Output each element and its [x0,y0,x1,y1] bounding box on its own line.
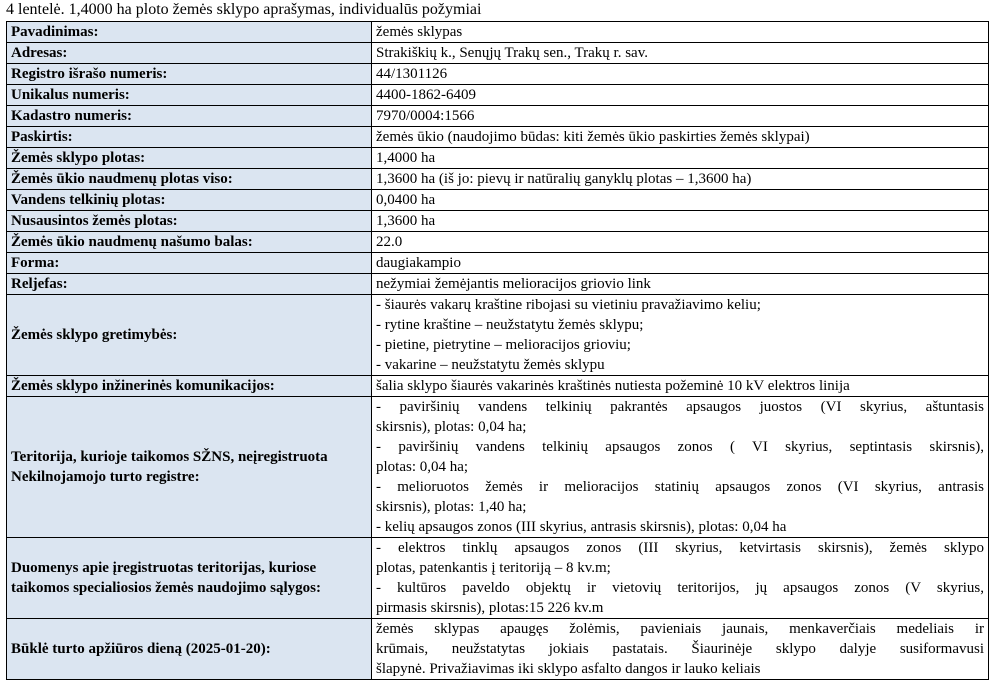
value-line: - kultūros paveldo objektų ir vietovių teritorijos, jų apsaugos zonos (V skyrius, [376,580,984,596]
value-line: - melioruotos žemės ir melioracijos statinių apsaugos zonos (VI skyrius, antrasis [376,479,984,495]
row-value [372,253,989,274]
value-line: - šiaurės vakarų kraštine ribojasi su vietiniu pravažiavimo keliu; [376,297,761,313]
row-label: Teritorija, kurioje taikomos SŽNS, neįregistruota Nekilnojamojo turto registre: [7,397,372,538]
table-row [7,376,989,397]
land-plot-description-table [6,21,989,680]
row-value [372,397,989,538]
value-line: žemės sklypas [376,24,463,40]
value-line: 1,4000 ha [376,150,436,166]
row-value [372,538,989,619]
table-row [7,190,989,211]
value-line: - rytine kraštine – neužstatytu žemės sklypu; [376,317,644,333]
row-label: Nusausintos žemės plotas: [7,211,372,232]
table-row [7,169,989,190]
value-line: - kelių apsaugos zonos (III skyrius, antrasis skirsnis), plotas: 0,04 ha [376,519,787,535]
table-row [7,274,989,295]
row-label: Žemės sklypo gretimybės: [7,295,372,376]
value-line: 22.0 [376,234,403,250]
value-line: žemės sklypas apaugęs žolėmis, pavieniais jaunais, menkaverčiais medeliais ir [376,621,984,637]
value-line: Strakiškių k., Senųjų Trakų sen., Trakų r. sav. [376,45,648,61]
table-row [7,253,989,274]
value-line: - vakarine – neužstatytu žemės sklypu [376,357,605,373]
value-line: 1,3600 ha [376,213,436,229]
table-row [7,85,989,106]
table-row [7,43,989,64]
row-value [372,22,989,43]
table-row [7,397,989,538]
value-line: krūmais, neužstatytas jokiais pastatais. Šiaurinėje sklypo dalyje susiformavusi [376,641,984,657]
table-row [7,148,989,169]
value-line: - elektros tinklų apsaugos zonos (III skyrius, ketvirtasis skirsnis), žemės sklypo [376,540,984,556]
row-value [372,85,989,106]
row-label: Būklė turto apžiūros dieną (2025-01-20): [7,619,372,680]
value-line: 44/1301126 [376,66,448,82]
row-value [372,169,989,190]
row-value [372,274,989,295]
table-row [7,538,989,619]
value-line: plotas: 0,04 ha; [376,459,469,475]
value-line: 1,3600 ha (iš jo: pievų ir natūralių ganyklų plotas – 1,3600 ha) [376,171,752,187]
value-line: pirmasis skirsnis), plotas:15 226 kv.m [376,600,604,616]
value-line: šlapynė. Privažiavimas iki sklypo asfalto dangos ir lauko keliais [376,661,761,677]
row-value [372,376,989,397]
value-line: nežymiai žemėjantis melioracijos griovio link [376,276,651,292]
row-value [372,295,989,376]
table-body [7,22,989,680]
row-label: Žemės sklypo plotas: [7,148,372,169]
row-label: Unikalus numeris: [7,85,372,106]
row-value [372,127,989,148]
value-line: šalia sklypo šiaurės vakarinės kraštinės nutiesta požeminė 10 kV elektros linija [376,378,850,394]
value-line: - paviršinių vandens telkinių apsaugos zonos ( VI skyrius, septintasis skirsnis), [376,439,984,455]
row-label: Žemės sklypo inžinerinės komunikacijos: [7,376,372,397]
value-line: 4400-1862-6409 [376,87,476,103]
row-value [372,106,989,127]
row-value [372,211,989,232]
row-value [372,190,989,211]
row-value [372,232,989,253]
value-line: žemės ūkio (naudojimo būdas: kiti žemės ūkio paskirties žemės sklypai) [376,129,810,145]
table-row [7,211,989,232]
value-line: 0,0400 ha [376,192,436,208]
row-label: Reljefas: [7,274,372,295]
row-value [372,619,989,680]
value-line: plotas, patenkantis į teritoriją – 8 kv.m; [376,560,611,576]
row-label: Pavadinimas: [7,22,372,43]
table-row [7,106,989,127]
row-label: Paskirtis: [7,127,372,148]
row-label: Žemės ūkio naudmenų plotas viso: [7,169,372,190]
table-caption: 4 lentelė. 1,4000 ha ploto žemės sklypo aprašymas, individualūs požymiai [6,1,482,18]
row-label: Registro išrašo numeris: [7,64,372,85]
table-row [7,619,989,680]
value-line: skirsnis), plotas: 1,40 ha; [376,499,527,515]
value-line: - paviršinių vandens telkinių pakrantės apsaugos juostos (VI skyrius, aštuntasis [376,399,984,415]
table-row [7,232,989,253]
row-value [372,64,989,85]
value-line: daugiakampio [376,255,461,271]
row-label: Vandens telkinių plotas: [7,190,372,211]
row-value [372,148,989,169]
row-label: Duomenys apie įregistruotas teritorijas, kuriose taikomos specialiosios žemės naudojimo sąlygos: [7,538,372,619]
table-row [7,295,989,376]
value-line: 7970/0004:1566 [376,108,475,124]
row-value [372,43,989,64]
table-row [7,22,989,43]
table-row [7,64,989,85]
value-line: - pietine, pietrytine – melioracijos grioviu; [376,337,631,353]
table-row [7,127,989,148]
row-label: Žemės ūkio naudmenų našumo balas: [7,232,372,253]
row-label: Adresas: [7,43,372,64]
value-line: skirsnis), plotas: 0,04 ha; [376,419,527,435]
row-label: Forma: [7,253,372,274]
row-label: Kadastro numeris: [7,106,372,127]
